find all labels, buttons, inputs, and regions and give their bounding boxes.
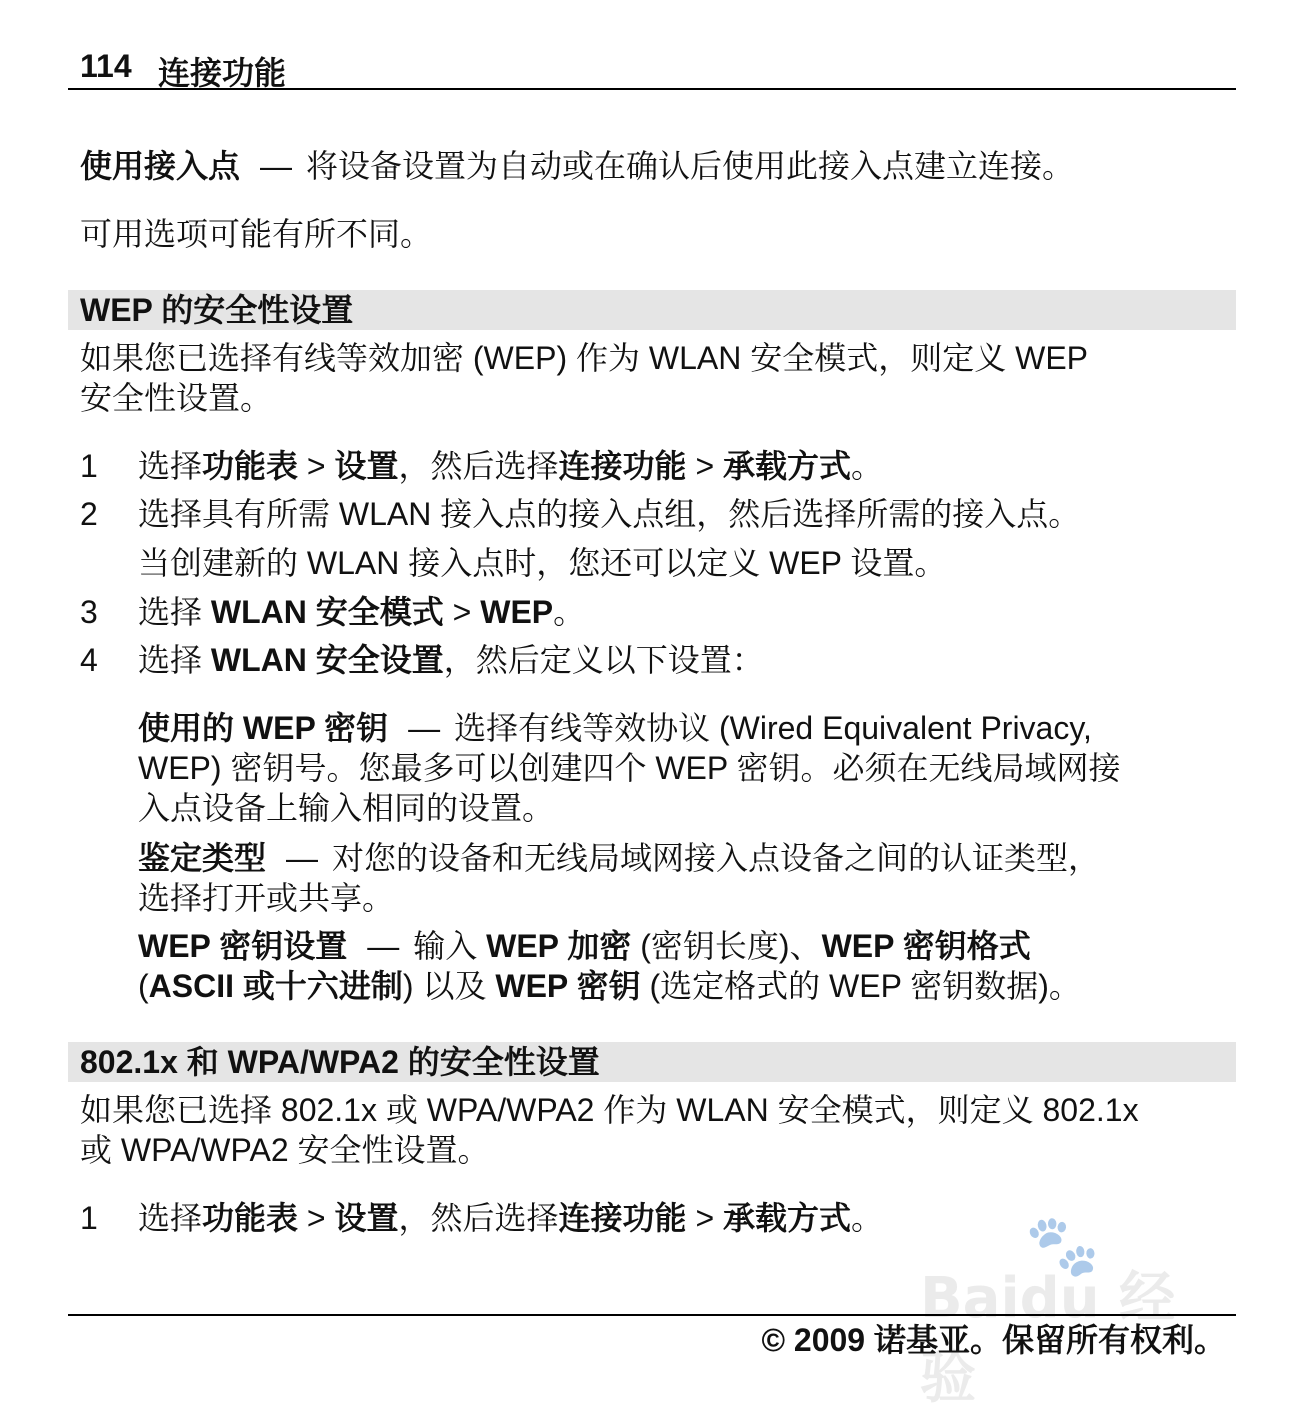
step-fragment: 选择 bbox=[138, 642, 211, 678]
menu-path-item: 连接功能 bbox=[558, 448, 687, 484]
option-description: ) 以及 bbox=[402, 968, 496, 1004]
option-item bbox=[138, 838, 1100, 878]
paw-icon: 🐾 bbox=[1025, 1212, 1100, 1279]
option-description: 输入 bbox=[413, 928, 487, 964]
setting-name: ASCII 或十六进制 bbox=[148, 968, 403, 1004]
path-separator: > bbox=[686, 448, 724, 484]
em-dash: — bbox=[286, 840, 319, 876]
option-item bbox=[138, 708, 1092, 748]
menu-path-item: 连接功能 bbox=[558, 1200, 687, 1236]
option-description: (密钥长度)、 bbox=[631, 928, 822, 964]
em-dash: — bbox=[260, 148, 293, 184]
path-separator: > bbox=[298, 448, 335, 484]
paragraph-line: 安全性设置。 bbox=[80, 380, 273, 416]
step-text bbox=[138, 640, 764, 680]
step-text bbox=[138, 592, 585, 632]
watermark-text: Baidu 经验 bbox=[920, 1266, 1176, 1411]
option-description: (选定格式的 WEP 密钥数据)。 bbox=[640, 968, 1081, 1004]
step-fragment: 。 bbox=[851, 448, 884, 484]
menu-path-item: WEP bbox=[480, 594, 554, 630]
menu-path-item: WLAN 安全设置 bbox=[210, 642, 444, 678]
menu-path-item: 功能表 bbox=[202, 448, 299, 484]
page-title: 连接功能 bbox=[158, 55, 287, 91]
step-fragment: 。 bbox=[851, 1200, 884, 1236]
menu-path-item: 设置 bbox=[334, 1200, 399, 1236]
section-heading-text: WEP 的安全性设置 bbox=[80, 292, 354, 328]
section-heading-wep bbox=[68, 290, 1236, 330]
setting-name: WEP 密钥格式 bbox=[821, 928, 1031, 964]
option-term: 使用接入点 bbox=[80, 148, 241, 184]
step-number: 4 bbox=[80, 642, 98, 678]
option-description-line: WEP) 密钥号。您最多可以创建四个 WEP 密钥。必须在无线局域网接 bbox=[138, 750, 1121, 786]
option-term: 使用的 WEP 密钥 bbox=[138, 710, 389, 746]
step-number: 3 bbox=[80, 594, 98, 630]
step-text bbox=[138, 446, 883, 486]
option-term: WEP 密钥设置 bbox=[138, 928, 348, 964]
step-text: 选择具有所需 WLAN 接入点的接入点组，然后选择所需的接入点。 bbox=[138, 496, 1081, 532]
menu-path-item: 承载方式 bbox=[723, 1200, 852, 1236]
copyright-notice: © 2009 诺基亚。保留所有权利。 bbox=[761, 1322, 1226, 1358]
paragraph-line: 或 WPA/WPA2 安全性设置。 bbox=[80, 1132, 490, 1168]
intro-option bbox=[80, 146, 1074, 186]
section-heading-wpa bbox=[68, 1042, 1236, 1082]
paragraph-line: 如果您已选择有线等效加密 (WEP) 作为 WLAN 安全模式，则定义 WEP bbox=[80, 340, 1089, 376]
option-item bbox=[138, 926, 1031, 966]
step-number: 1 bbox=[80, 1200, 98, 1236]
step-fragment: ，然后选择 bbox=[398, 1200, 559, 1236]
setting-name: WEP 密钥 bbox=[495, 968, 641, 1004]
step-text bbox=[138, 1198, 883, 1238]
section-heading-text: 802.1x 和 WPA/WPA2 的安全性设置 bbox=[80, 1044, 600, 1080]
em-dash: — bbox=[367, 928, 400, 964]
step-fragment: 选择 bbox=[138, 594, 211, 630]
step-fragment: 选择 bbox=[138, 1200, 203, 1236]
step-number: 2 bbox=[80, 496, 98, 532]
setting-name: WEP 加密 bbox=[486, 928, 632, 964]
path-separator: > bbox=[443, 594, 481, 630]
step-fragment: 选择 bbox=[138, 448, 203, 484]
option-description: 对您的设备和无线局域网接入点设备之间的认证类型， bbox=[332, 840, 1101, 876]
menu-path-item: 功能表 bbox=[202, 1200, 299, 1236]
option-description-line: 选择打开或共享。 bbox=[138, 880, 395, 916]
step-subtext: 当创建新的 WLAN 接入点时，您还可以定义 WEP 设置。 bbox=[138, 545, 947, 581]
step-fragment: ，然后选择 bbox=[398, 448, 559, 484]
option-description: ( bbox=[138, 968, 149, 1004]
step-fragment: ，然后定义以下设置： bbox=[443, 642, 764, 678]
em-dash: — bbox=[408, 710, 441, 746]
option-description: 选择有线等效协议 (Wired Equivalent Privacy, bbox=[454, 710, 1092, 746]
intro-note: 可用选项可能有所不同。 bbox=[80, 216, 433, 252]
menu-path-item: WLAN 安全模式 bbox=[210, 594, 444, 630]
page-number: 114 bbox=[80, 48, 132, 84]
page-header bbox=[68, 44, 1236, 90]
step-number: 1 bbox=[80, 448, 98, 484]
path-separator: > bbox=[686, 1200, 724, 1236]
option-description-line: 入点设备上输入相同的设置。 bbox=[138, 790, 555, 826]
option-description: 将设备设置为自动或在确认后使用此接入点建立连接。 bbox=[306, 148, 1075, 184]
menu-path-item: 设置 bbox=[334, 448, 399, 484]
paragraph-line: 如果您已选择 802.1x 或 WPA/WPA2 作为 WLAN 安全模式，则定义 802.1x bbox=[80, 1092, 1139, 1128]
menu-path-item: 承载方式 bbox=[723, 448, 852, 484]
footer-rule bbox=[68, 1314, 1236, 1316]
option-term: 鉴定类型 bbox=[138, 840, 267, 876]
path-separator: > bbox=[298, 1200, 335, 1236]
step-fragment: 。 bbox=[553, 594, 586, 630]
option-description-line bbox=[138, 966, 1081, 1006]
